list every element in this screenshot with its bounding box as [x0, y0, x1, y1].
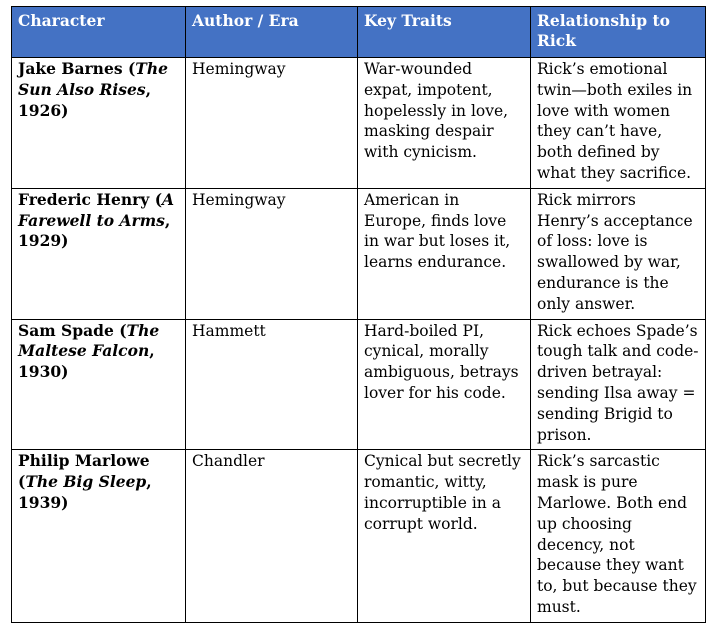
header-key-traits: Key Traits	[358, 7, 531, 58]
table-header	[12, 7, 706, 58]
table-row	[12, 319, 706, 450]
work-year: , 1930)	[18, 341, 155, 382]
character-cell	[12, 58, 186, 189]
table-body	[12, 58, 706, 623]
character-name: Jake Barnes (	[18, 59, 136, 78]
table-row	[12, 58, 706, 189]
character-comparison-table	[11, 6, 706, 623]
traits-cell: Cynical but secretly romantic, witty, incorruptible in a corrupt world.	[358, 450, 531, 622]
work-title: The Maltese Falcon	[18, 320, 160, 361]
character-name: Sam Spade (	[18, 320, 127, 340]
traits-cell: American in Europe, finds love in war but loses it, learns endurance.	[358, 188, 531, 319]
relationship-cell: Rick mirrors Henry’s acceptance of loss: love is swallowed by war, endurance is the only answer.	[531, 188, 706, 319]
character-cell	[12, 188, 186, 319]
header-relationship: Relationship to Rick	[531, 7, 706, 58]
work-year: , 1926)	[18, 79, 151, 120]
character-name: Frederic Henry (	[18, 189, 163, 209]
work-title: A Farewell to Arms	[18, 189, 175, 230]
traits-cell: War-wounded expat, impotent, hopelessly in love, masking despair with cynicism.	[358, 58, 531, 189]
header-author-era: Author / Era	[186, 7, 358, 58]
header-character: Character	[12, 7, 186, 58]
table-row	[12, 450, 706, 622]
author-cell: Hemingway	[186, 58, 358, 189]
work-year: , 1929)	[18, 210, 171, 251]
work-year: , 1939)	[18, 472, 152, 512]
author-cell: Chandler	[186, 450, 358, 622]
character-cell	[12, 450, 186, 622]
table-row	[12, 188, 706, 319]
traits-cell: Hard-boiled PI, cynical, morally ambiguous, betrays lover for his code.	[358, 319, 531, 450]
character-cell	[12, 319, 186, 450]
work-title: The Big Sleep	[25, 472, 147, 492]
work-title: The Sun Also Rises	[18, 59, 168, 99]
author-cell: Hemingway	[186, 188, 358, 319]
character-name: Philip Marlowe (	[18, 451, 150, 492]
relationship-cell: Rick’s emotional twin—both exiles in love with women they can’t have, both defined by what they sacrifice.	[531, 58, 706, 189]
relationship-cell: Rick’s sarcastic mask is pure Marlowe. Both end up choosing decency, not because they want to, but because they must.	[531, 450, 706, 622]
relationship-cell: Rick echoes Spade’s tough talk and code-driven betrayal: sending Ilsa away = sending Brigid to prison.	[531, 319, 706, 450]
author-cell: Hammett	[186, 319, 358, 450]
header-row	[12, 7, 706, 58]
